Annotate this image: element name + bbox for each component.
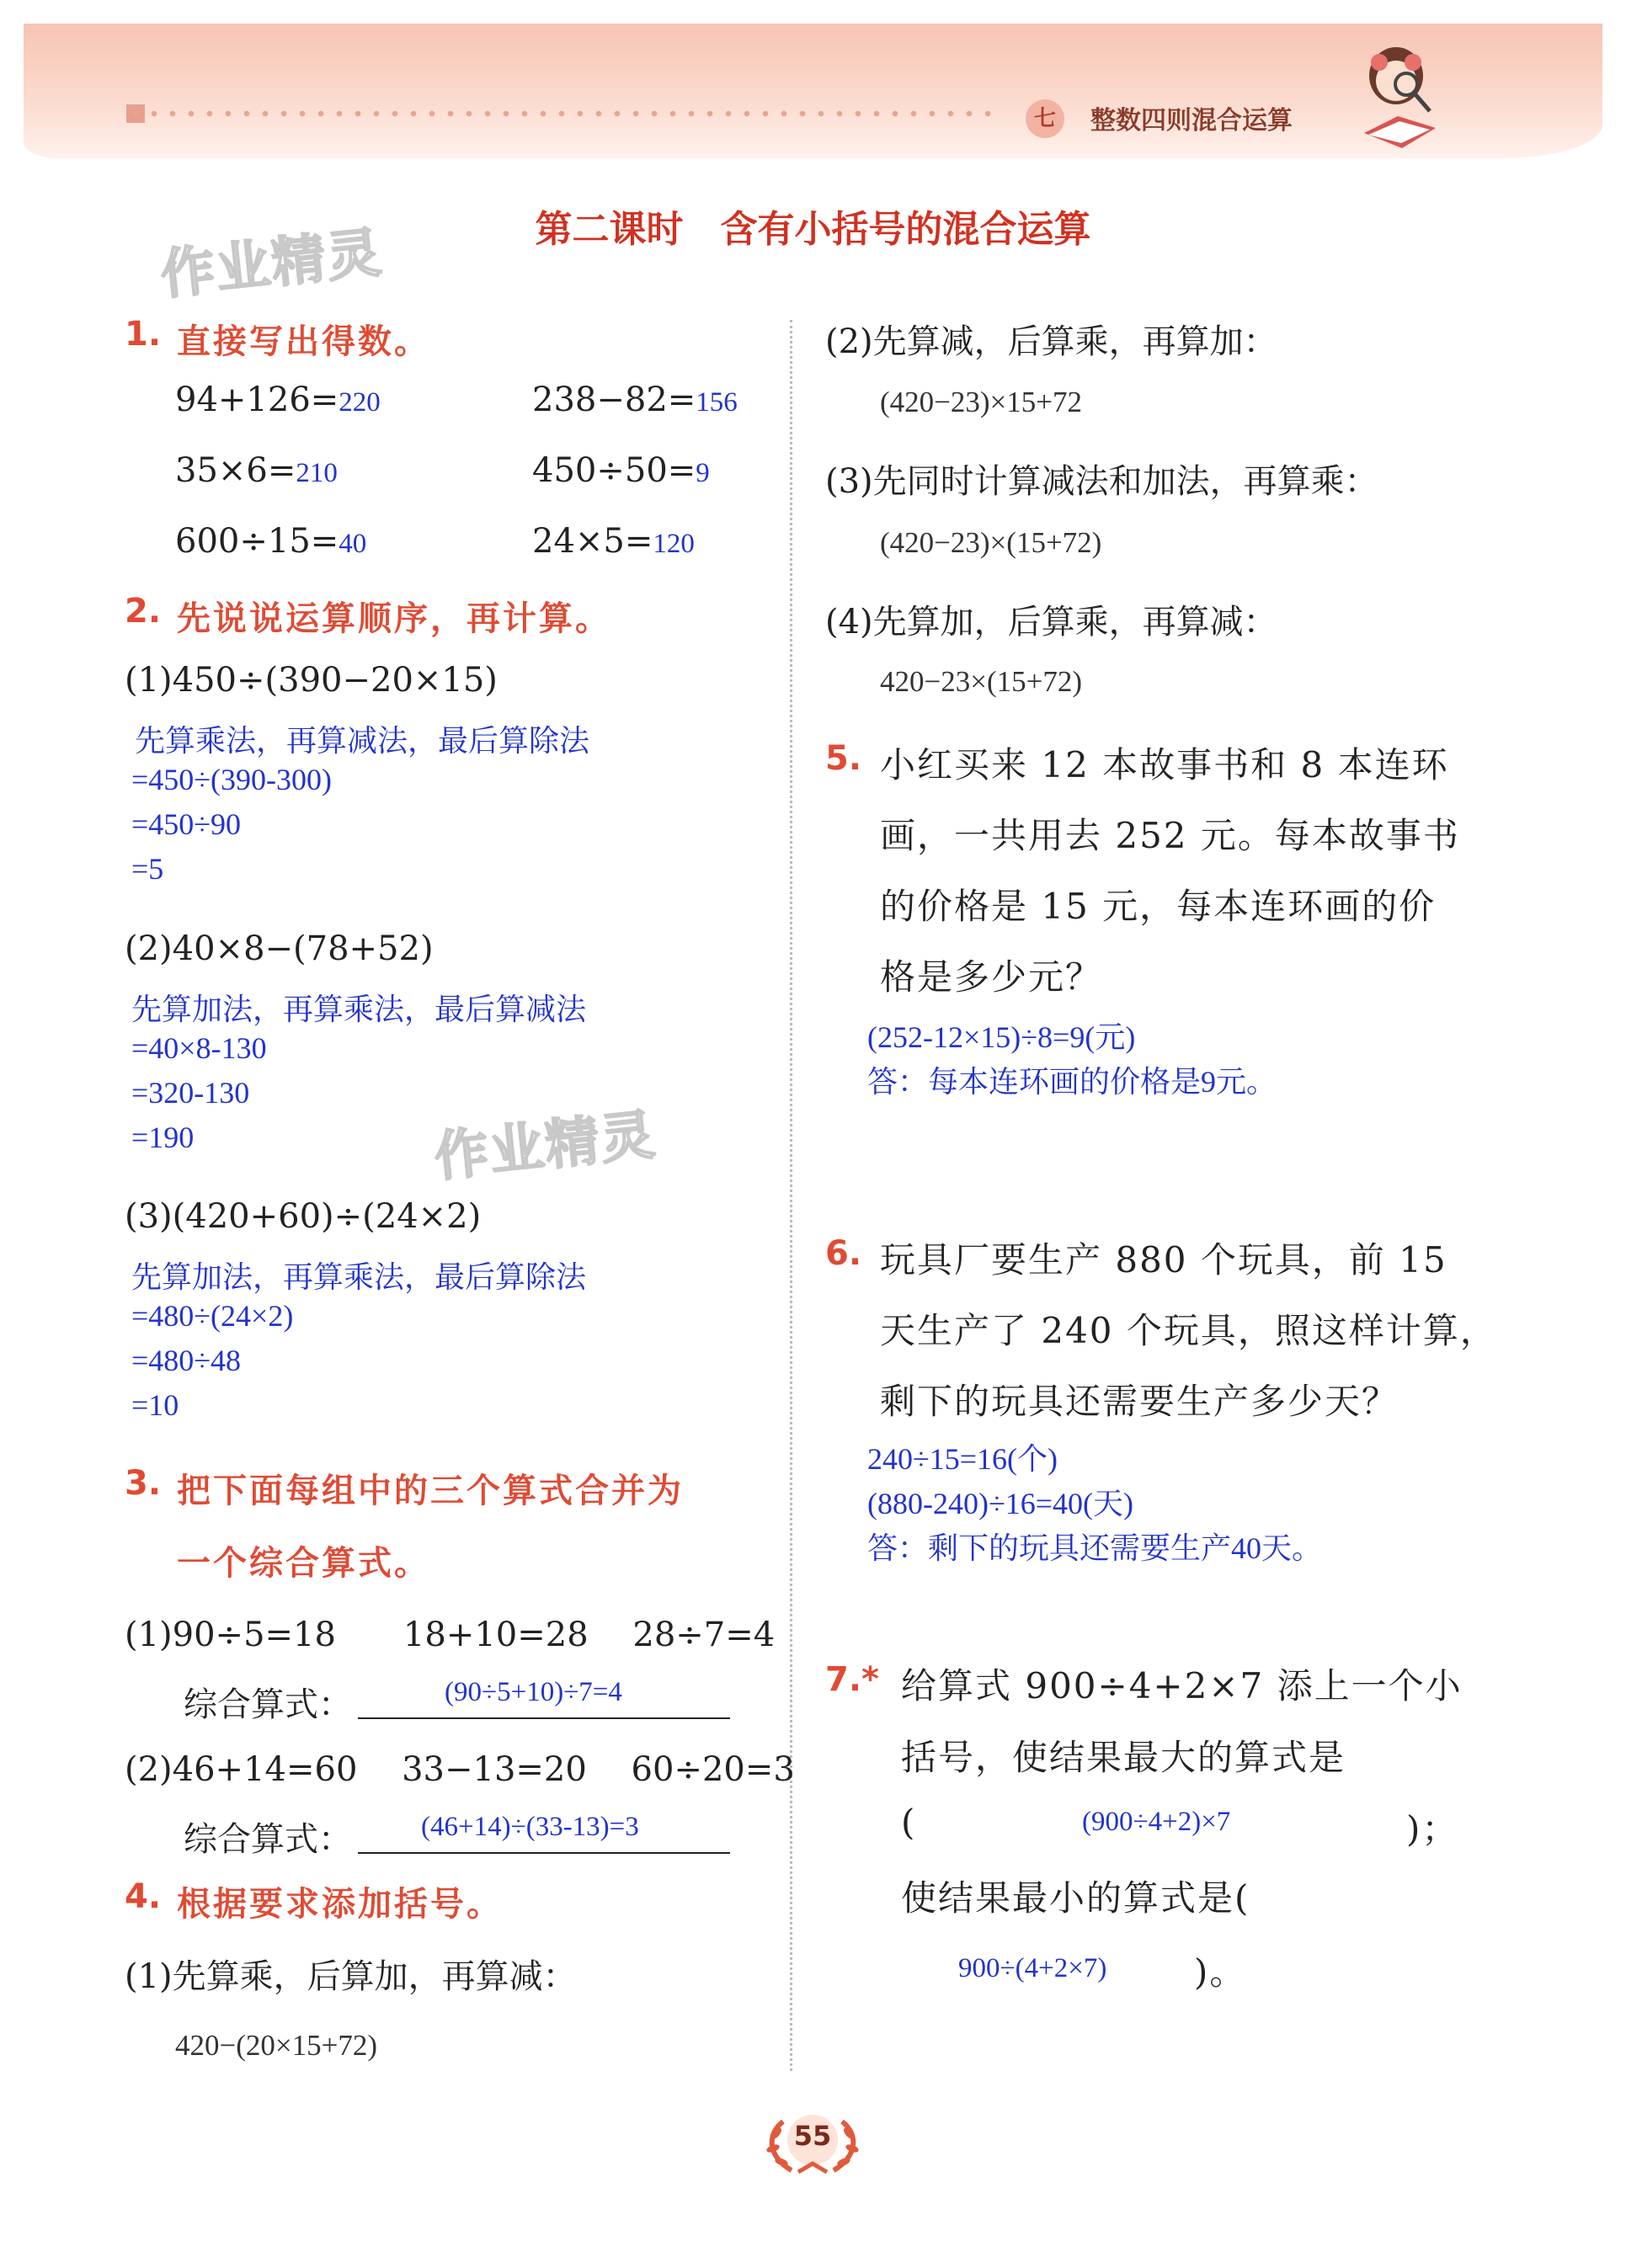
question-title: 直接写出得数。 <box>177 322 430 361</box>
handwritten-answer: 900÷(4+2×7) <box>958 1953 1107 1983</box>
handwritten-answer: 210 <box>296 458 338 488</box>
question-number: 5. <box>825 739 862 778</box>
handwritten-answer: 220 <box>339 387 381 418</box>
handwritten-answer: 先算加法，再算乘法，最后算减法 <box>131 993 587 1026</box>
problem-text: 给算式 900÷4+2×7 添上一个小 <box>901 1665 1463 1706</box>
handwritten-answer: (880-240)÷16=40(天) <box>867 1487 1134 1520</box>
question-title: 先说说运算顺序，再计算。 <box>177 599 611 638</box>
page-number: 55 <box>793 2120 832 2152</box>
bracketed-answer: (420−23)×(15+72) <box>880 526 1102 559</box>
problem-expression: (2)40×8−(78+52) <box>125 929 434 968</box>
problem-text: 格是多少元？ <box>880 956 1103 998</box>
handwritten-answer: 先算乘法，再算减法，最后算除法 <box>135 724 590 758</box>
answer-underline <box>358 1852 730 1854</box>
handwritten-answer: 156 <box>696 387 738 418</box>
problem-text: 天生产了 240 个玩具，照这样计算， <box>880 1310 1497 1351</box>
question-number: 7.* <box>825 1660 879 1699</box>
question-title: 一个综合算式。 <box>177 1544 430 1583</box>
requirement-text: (4)先算加，后算乘，再算减： <box>825 603 1277 642</box>
handwritten-answer: (252-12×15)÷8=9(元) <box>867 1020 1136 1054</box>
lesson-title: 第二课时 含有小括号的混合运算 <box>535 208 1091 251</box>
handwritten-answer: =450÷(390-300) <box>131 763 333 796</box>
arith-expression: 24×5=120 <box>532 522 695 561</box>
question-title: 把下面每组中的三个算式合并为 <box>177 1472 684 1510</box>
problem-expression: (1)90÷5=18 18+10=28 28÷7=4 <box>125 1616 776 1654</box>
combined-label: 综合算式： <box>184 1685 352 1724</box>
arith-expression: 238−82=156 <box>532 381 738 419</box>
problem-expression: (2)46+14=60 33−13=20 60÷20=3 <box>125 1750 795 1789</box>
problem-text: 小红买来 12 本故事书和 8 本连环 <box>880 744 1449 785</box>
requirement-text: (3)先同时计算减法和加法，再算乘： <box>825 462 1378 501</box>
handwritten-answer: (90÷5+10)÷7=4 <box>445 1677 622 1707</box>
bracketed-answer: 420−23×(15+72) <box>880 665 1083 698</box>
header-dotted-line <box>126 110 1002 117</box>
handwritten-answer: =190 <box>131 1121 195 1154</box>
arith-expression: 94+126=220 <box>175 381 381 419</box>
handwritten-answer: =40×8-130 <box>131 1031 267 1065</box>
handwritten-answer: =320-130 <box>131 1076 250 1110</box>
handwritten-answer: =10 <box>131 1388 179 1422</box>
handwritten-answer: =450÷90 <box>131 807 242 841</box>
watermark: 作业精灵 <box>157 221 386 307</box>
question-number: 6. <box>825 1234 862 1273</box>
problem-text: 剩下的玩具还需要生产多少天？ <box>880 1381 1399 1422</box>
question-number: 2. <box>125 592 162 631</box>
question-number: 1. <box>125 315 162 354</box>
problem-expression: (3)(420+60)÷(24×2) <box>125 1197 482 1236</box>
problem-text: 的价格是 15 元，每本连环画的价 <box>880 886 1437 927</box>
bracketed-answer: 420−(20×15+72) <box>175 2029 378 2062</box>
arith-expression: 600÷15=40 <box>175 522 367 561</box>
question-number: 3. <box>125 1464 162 1503</box>
arith-expression: 35×6=210 <box>175 451 338 490</box>
requirement-text: (1)先算乘，后算加，再算减： <box>125 1957 577 1996</box>
problem-text: 使结果最小的算式是( <box>901 1877 1250 1919</box>
handwritten-answer: 9 <box>696 458 710 488</box>
combined-label: 综合算式： <box>184 1820 352 1859</box>
answer-bracket-close: )； <box>1406 1808 1459 1850</box>
handwritten-answer: 先算加法，再算乘法，最后算除法 <box>131 1260 587 1294</box>
chapter-number: 七 <box>1026 99 1064 138</box>
handwritten-answer: 120 <box>653 529 695 559</box>
arith-expression: 450÷50=9 <box>532 451 710 490</box>
column-divider <box>790 320 792 2071</box>
answer-bracket-close: )。 <box>1194 1951 1247 1993</box>
problem-text: 画，一共用去 252 元。每本故事书 <box>880 815 1460 856</box>
problem-text: 括号，使结果最大的算式是 <box>901 1737 1346 1778</box>
handwritten-answer: =480÷(24×2) <box>131 1299 294 1333</box>
question-number: 4. <box>125 1877 162 1916</box>
answer-underline <box>358 1717 730 1719</box>
question-title: 根据要求添加括号。 <box>177 1885 503 1924</box>
problem-text: 玩具厂要生产 880 个玩具，前 15 <box>880 1239 1447 1280</box>
handwritten-answer: 40 <box>339 529 367 559</box>
handwritten-answer: 答：每本连环画的价格是9元。 <box>867 1065 1277 1099</box>
bracketed-answer: (420−23)×15+72 <box>880 386 1083 418</box>
handwritten-answer: =5 <box>131 852 164 886</box>
chapter-title: 整数四则混合运算 <box>1090 106 1293 136</box>
handwritten-answer: =480÷48 <box>131 1344 242 1377</box>
girl-reading-icon <box>1330 34 1457 160</box>
problem-expression: (1)450÷(390−20×15) <box>125 661 498 700</box>
answer-bracket-open: ( <box>901 1802 917 1843</box>
watermark: 作业精灵 <box>431 1104 659 1190</box>
handwritten-answer: 答：剩下的玩具还需要生产40天。 <box>867 1531 1323 1565</box>
handwritten-answer: (900÷4+2)×7 <box>1082 1807 1231 1837</box>
handwritten-answer: (46+14)÷(33-13)=3 <box>421 1812 639 1842</box>
requirement-text: (2)先算减，后算乘，再算加： <box>825 322 1277 361</box>
handwritten-answer: 240÷15=16(个) <box>867 1442 1058 1476</box>
